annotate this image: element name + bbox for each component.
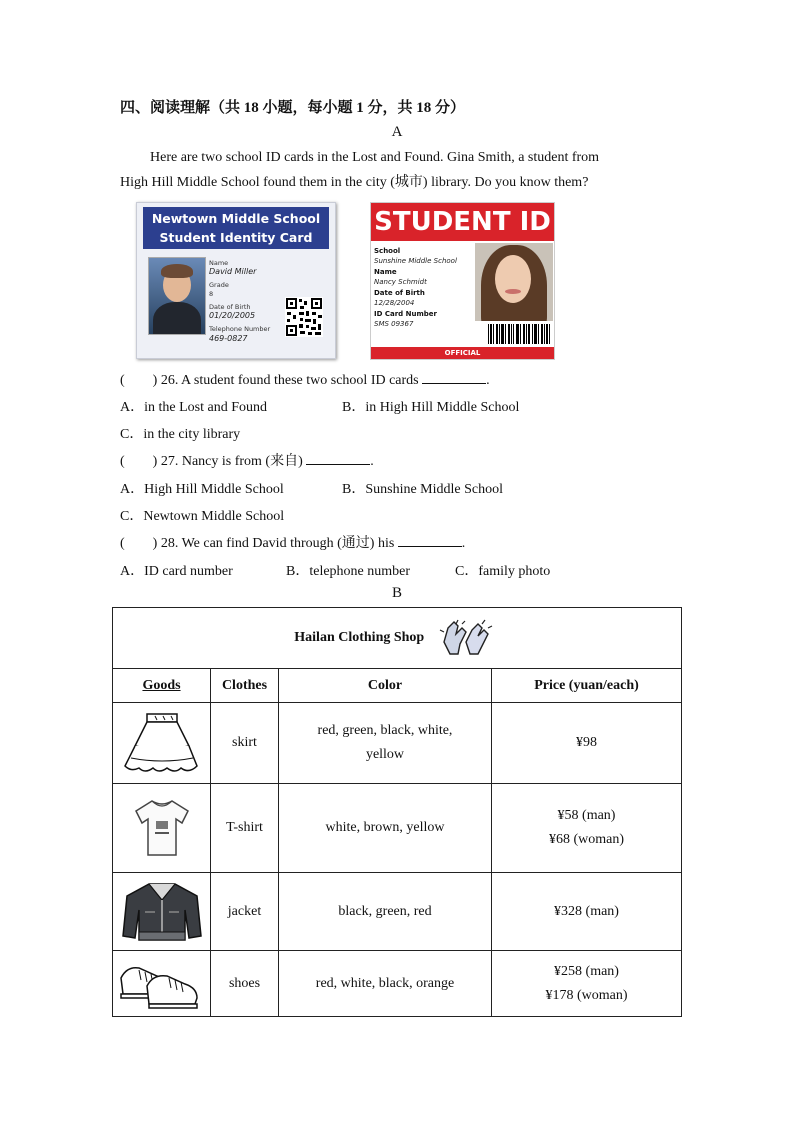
- skirt-icon: [119, 710, 205, 776]
- goods-cell: [113, 784, 211, 873]
- newtown-id-card: [136, 202, 336, 359]
- question-26-options-row2: [120, 423, 240, 443]
- option-c[interactable]: C．in the city library: [120, 427, 241, 442]
- card1-title: Student Identity Card: [159, 230, 313, 245]
- table-row: [113, 784, 682, 873]
- clapping-hands-icon: [436, 618, 500, 658]
- card2-id-label: ID Card Number: [374, 310, 437, 318]
- question-text: 28. We can find David through (通过) his: [160, 536, 395, 551]
- header-goods: Goods: [113, 669, 211, 703]
- qr-code-icon: [285, 297, 323, 337]
- question-end: .: [486, 373, 490, 388]
- question-28: [120, 532, 465, 552]
- table-row: [113, 873, 682, 951]
- option-c[interactable]: C．family photo: [455, 564, 551, 579]
- price-cell: ¥98: [492, 703, 682, 784]
- card1-name-label: Name: [209, 259, 229, 267]
- part-b-label: B: [391, 585, 402, 601]
- shop-name: Hailan Clothing Shop: [294, 630, 425, 646]
- table-header-row: [113, 669, 682, 703]
- table-row: [113, 703, 682, 784]
- header-clothes: Clothes: [211, 669, 279, 703]
- card2-name: Nancy Schmidt: [374, 278, 427, 286]
- answer-paren[interactable]: ( ): [120, 373, 158, 388]
- question-27-options-row1: [120, 478, 680, 498]
- question-26-options-row1: [120, 396, 680, 416]
- table-row: [113, 951, 682, 1017]
- color-cell: red, green, black, white, yellow: [279, 703, 492, 784]
- card2-title: STUDENT ID: [371, 203, 554, 241]
- clothes-cell: jacket: [211, 873, 279, 951]
- price-cell: ¥328 (man): [492, 873, 682, 951]
- shop-title-cell: [113, 608, 682, 669]
- card2-dob: 12/28/2004: [374, 299, 415, 307]
- card1-dob-label: Date of Birth: [209, 303, 251, 311]
- shoes-icon: [117, 956, 207, 1012]
- price-cell: ¥258 (man) ¥178 (woman): [492, 951, 682, 1017]
- clothes-cell: shoes: [211, 951, 279, 1017]
- card1-banner: [143, 207, 329, 249]
- card1-dob: 01/20/2005: [209, 311, 256, 320]
- clothing-shop-table: [112, 607, 682, 1017]
- table-title-row: [113, 608, 682, 669]
- passage-line-2: High Hill Middle School found them in the city (城市) library. Do you know them?: [120, 175, 589, 190]
- answer-blank[interactable]: [422, 370, 486, 384]
- clothes-cell: T-shirt: [211, 784, 279, 873]
- goods-cell: [113, 703, 211, 784]
- card2-id: SMS 09367: [374, 320, 414, 328]
- price-cell: ¥58 (man) ¥68 (woman): [492, 784, 682, 873]
- david-photo: [148, 257, 206, 335]
- question-26: [120, 369, 490, 389]
- answer-paren[interactable]: ( ): [120, 454, 158, 469]
- nancy-photo: [475, 243, 553, 321]
- answer-blank[interactable]: [398, 533, 462, 547]
- card1-school: Newtown Middle School: [151, 211, 321, 226]
- passage: [120, 145, 672, 195]
- card2-footer: OFFICIAL: [371, 347, 554, 359]
- card2-dob-label: Date of Birth: [374, 289, 425, 297]
- card1-grade-label: Grade: [209, 281, 229, 289]
- section-title: 四、阅读理解（共 18 小题，每小题 1 分，共 18 分）: [120, 100, 466, 116]
- passage-line-1: Here are two school ID cards in the Lost and Found. Gina Smith, a student from: [150, 150, 600, 165]
- question-text: 26. A student found these two school ID cards: [160, 373, 419, 388]
- question-28-options: [120, 560, 680, 580]
- card2-name-label: Name: [374, 268, 397, 276]
- sunshine-id-card: [370, 202, 555, 360]
- answer-blank[interactable]: [306, 451, 370, 465]
- color-cell: red, white, black, orange: [279, 951, 492, 1017]
- question-end: .: [370, 454, 374, 469]
- card1-grade: 8: [209, 290, 214, 298]
- color-cell: black, green, red: [279, 873, 492, 951]
- card1-name: David Miller: [209, 267, 257, 276]
- header-color: Color: [279, 669, 492, 703]
- option-c[interactable]: C．Newtown Middle School: [120, 509, 285, 524]
- card2-school: Sunshine Middle School: [374, 257, 457, 265]
- answer-paren[interactable]: ( ): [120, 536, 158, 551]
- header-price: Price (yuan/each): [492, 669, 682, 703]
- option-a[interactable]: A．High Hill Middle School: [120, 482, 284, 497]
- question-end: .: [461, 536, 466, 551]
- goods-cell: [113, 873, 211, 951]
- question-text: 27. Nancy is from (来自): [160, 454, 303, 469]
- option-a[interactable]: A．in the Lost and Found: [120, 400, 267, 415]
- part-a-label: A: [391, 124, 403, 140]
- option-a[interactable]: A．ID card number: [120, 564, 233, 579]
- goods-cell: [113, 951, 211, 1017]
- t-shirt-icon: [132, 795, 192, 861]
- jacket-icon: [119, 880, 205, 944]
- option-b[interactable]: B．telephone number: [286, 564, 411, 579]
- option-b[interactable]: B．Sunshine Middle School: [342, 482, 504, 497]
- card1-tel-label: Telephone Number: [209, 325, 271, 333]
- card1-tel: 469-0827: [209, 334, 248, 343]
- clothes-cell: skirt: [211, 703, 279, 784]
- color-cell: white, brown, yellow: [279, 784, 492, 873]
- option-b[interactable]: B．in High Hill Middle School: [342, 400, 520, 415]
- question-27: [120, 450, 374, 470]
- question-27-options-row2: [120, 505, 284, 525]
- barcode-icon: [487, 323, 551, 345]
- card2-school-label: School: [374, 247, 401, 255]
